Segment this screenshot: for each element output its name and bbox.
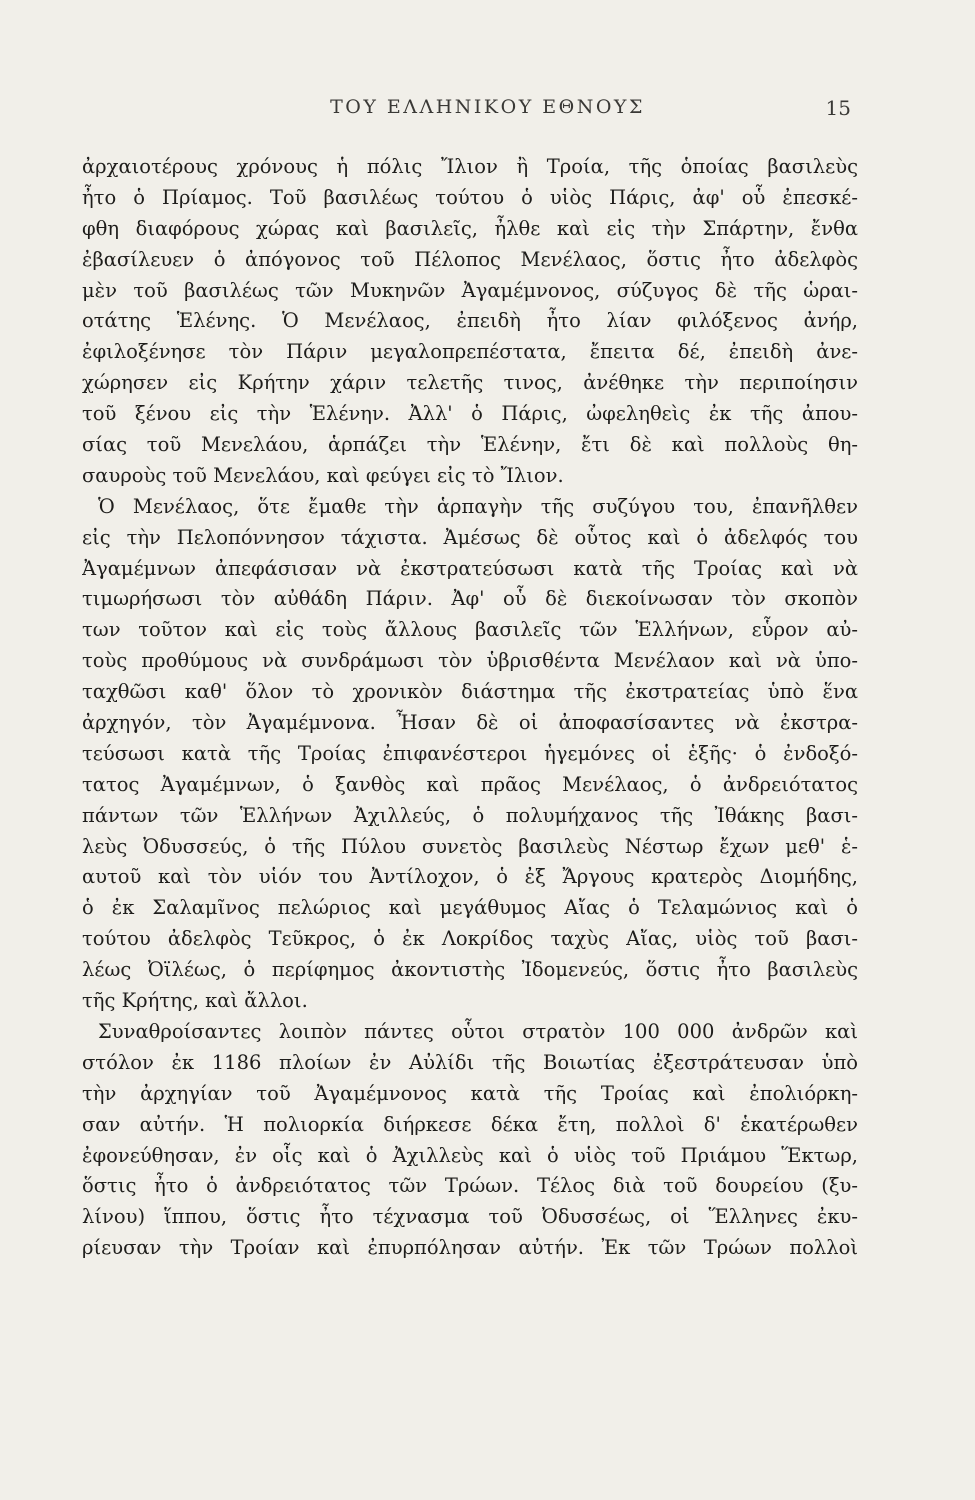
text-line: λέως Ὀϊλέως, ὁ περίφημος ἀκοντιστὴς Ἰδομενεύς, ὅστις ἦτο βασιλεὺς bbox=[82, 958, 858, 982]
body-text bbox=[82, 152, 858, 1264]
text-line: Ὁ Μενέλαος, ὅτε ἔμαθε τὴν ἁρπαγὴν τῆς συζύγου του, ἐπανῆλθεν bbox=[98, 494, 858, 518]
text-line: εἰς τὴν Πελοπόννησον τάχιστα. Ἀμέσως δὲ οὗτος καὶ ὁ ἀδελφός του bbox=[82, 525, 858, 549]
text-line: τιμωρήσωσι τὸν αὐθάδη Πάριν. Ἀφ' οὗ δὲ διεκοίνωσαν τὸν σκοπὸν bbox=[82, 587, 858, 611]
text-line: σαν αὐτήν. Ἡ πολιορκία διήρκεσε δέκα ἔτη, πολλοὶ δ' ἑκατέρωθεν bbox=[82, 1112, 858, 1136]
text-line: τῆς Κρήτης, καὶ ἄλλοι. bbox=[82, 989, 308, 1013]
text-line: Συναθροίσαντες λοιπὸν πάντες οὗτοι στρατὸν 100 000 ἀνδρῶν καὶ bbox=[98, 1019, 858, 1043]
running-head bbox=[0, 96, 975, 130]
text-line: ἐφονεύθησαν, ἐν οἷς καὶ ὁ Ἀχιλλεὺς καὶ ὁ υἱὸς τοῦ Πριάμου Ἕκτωρ, bbox=[82, 1143, 858, 1167]
text-line: λεὺς Ὀδυσσεύς, ὁ τῆς Πύλου συνετὸς βασιλεὺς Νέστωρ ἔχων μεθ' ἑ- bbox=[82, 834, 858, 858]
text-line: λίνου) ἵππου, ὅστις ἦτο τέχνασμα τοῦ Ὀδυσσέως, οἱ Ἕλληνες ἐκυ- bbox=[82, 1205, 858, 1229]
text-line: μὲν τοῦ βασιλέως τῶν Μυκηνῶν Ἀγαμέμνονος, σύζυγος δὲ τῆς ὡραι- bbox=[82, 278, 858, 302]
text-line: ἀρχηγόν, τὸν Ἀγαμέμνονα. Ἦσαν δὲ οἱ ἀποφασίσαντες νὰ ἐκστρα- bbox=[82, 711, 858, 735]
text-line: τοὺς προθύμους νὰ συνδράμωσι τὸν ὑβρισθέντα Μενέλαον καὶ νὰ ὑπο- bbox=[82, 649, 858, 673]
page-number: 15 bbox=[825, 96, 851, 120]
text-line: ὁ ἐκ Σαλαμῖνος πελώριος καὶ μεγάθυμος Αἴας ὁ Τελαμώνιος καὶ ὁ bbox=[82, 896, 858, 920]
text-line: ἦτο ὁ Πρίαμος. Τοῦ βασιλέως τούτου ὁ υἱὸς Πάρις, ἀφ' οὗ ἐπεσκέ- bbox=[82, 185, 858, 209]
text-line: ἀρχαιοτέρους χρόνους ἡ πόλις Ἴλιον ἢ Τροία, τῆς ὁποίας βασιλεὺς bbox=[82, 155, 858, 178]
text-line: ἐβασίλευεν ὁ ἀπόγονος τοῦ Πέλοπος Μενέλαος, ὅστις ἦτο ἀδελφὸς bbox=[82, 247, 858, 271]
text-line: τοῦ ξένου εἰς τὴν Ἑλένην. Ἀλλ' ὁ Πάρις, ὠφεληθεὶς ἐκ τῆς ἀπου- bbox=[82, 402, 858, 426]
text-line: χώρησεν εἰς Κρήτην χάριν τελετῆς τινος, ἀνέθηκε τὴν περιποίησιν bbox=[82, 371, 858, 395]
text-line: ὅστις ἦτο ὁ ἀνδρειότατος τῶν Τρώων. Τέλος διὰ τοῦ δουρείου (ξυ- bbox=[82, 1174, 858, 1198]
text-line: τούτου ἀδελφὸς Τεῦκρος, ὁ ἐκ Λοκρίδος ταχὺς Αἴας, υἱὸς τοῦ βασι- bbox=[82, 927, 858, 951]
text-line: αυτοῦ καὶ τὸν υἱόν του Ἀντίλοχον, ὁ ἐξ Ἄργους κρατερὸς Διομήδης, bbox=[82, 865, 858, 889]
text-line: των τοῦτον καὶ εἰς τοὺς ἄλλους βασιλεῖς τῶν Ἑλλήνων, εὗρον αὐ- bbox=[82, 618, 858, 642]
text-line: πάντων τῶν Ἑλλήνων Ἀχιλλεύς, ὁ πολυμήχανος τῆς Ἰθάκης βασι- bbox=[82, 803, 858, 827]
text-line: σίας τοῦ Μενελάου, ἁρπάζει τὴν Ἑλένην, ἔτι δὲ καὶ πολλοὺς θη- bbox=[82, 433, 858, 457]
text-line: στόλον ἐκ 1186 πλοίων ἐν Αὐλίδι τῆς Βοιωτίας ἐξεστράτευσαν ὑπὸ bbox=[82, 1050, 858, 1074]
text-line: οτάτης Ἑλένης. Ὁ Μενέλαος, ἐπειδὴ ἦτο λίαν φιλόξενος ἀνήρ, bbox=[82, 309, 858, 333]
text-line: φθη διαφόρους χώρας καὶ βασιλεῖς, ἦλθε καὶ εἰς τὴν Σπάρτην, ἔνθα bbox=[82, 216, 858, 240]
running-title: ΤΟΥ ΕΛΛΗΝΙΚΟΥ ΕΘΝΟΥΣ bbox=[330, 96, 645, 118]
text-line: ρίευσαν τὴν Τροίαν καὶ ἐπυρπόλησαν αὐτήν. Ἐκ τῶν Τρώων πολλοὶ bbox=[82, 1236, 858, 1260]
text-line: τεύσωσι κατὰ τῆς Τροίας ἐπιφανέστεροι ἡγεμόνες οἱ ἑξῆς· ὁ ἐνδοξό- bbox=[82, 741, 858, 765]
text-line: σαυροὺς τοῦ Μενελάου, καὶ φεύγει εἰς τὸ Ἴλιον. bbox=[82, 463, 564, 487]
text-line: Ἀγαμέμνων ἀπεφάσισαν νὰ ἐκστρατεύσωσι κατὰ τῆς Τροίας καὶ νὰ bbox=[82, 556, 858, 580]
text-line: ἐφιλοξένησε τὸν Πάριν μεγαλοπρεπέστατα, ἔπειτα δέ, ἐπειδὴ ἀνε- bbox=[82, 340, 858, 364]
text-line: τὴν ἀρχηγίαν τοῦ Ἀγαμέμνονος κατὰ τῆς Τροίας καὶ ἐπολιόρκη- bbox=[82, 1081, 858, 1105]
text-line: τατος Ἀγαμέμνων, ὁ ξανθὸς καὶ πρᾶος Μενέλαος, ὁ ἀνδρειότατος bbox=[82, 772, 858, 796]
text-line: ταχθῶσι καθ' ὅλον τὸ χρονικὸν διάστημα τῆς ἐκστρατείας ὑπὸ ἕνα bbox=[82, 680, 858, 704]
